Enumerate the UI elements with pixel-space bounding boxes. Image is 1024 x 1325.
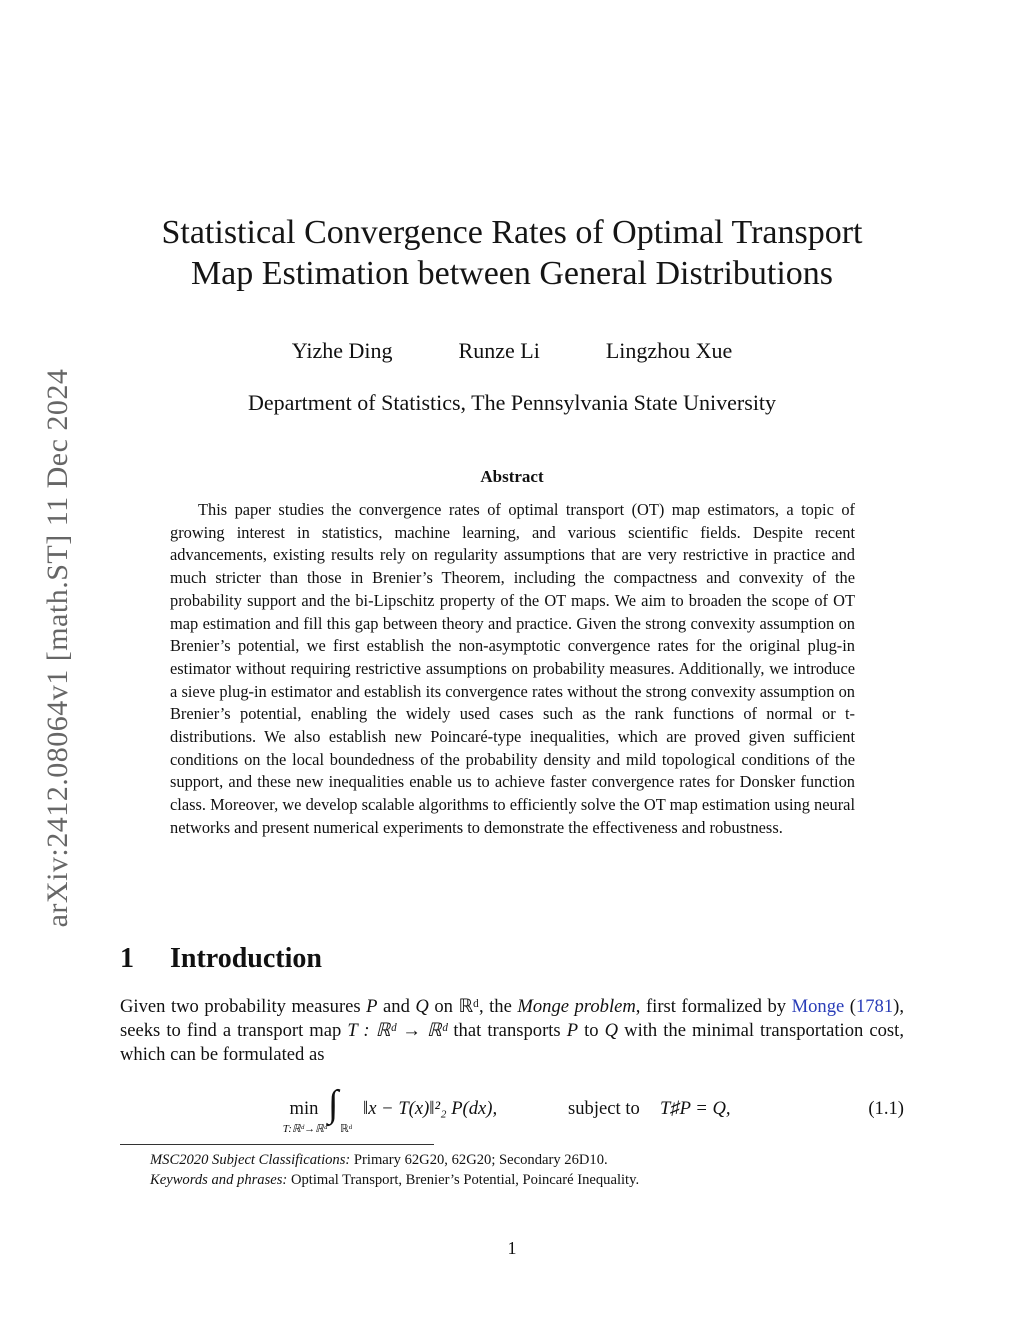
footnote-label: MSC2020 Subject Classifications:: [150, 1152, 351, 1168]
integral-symbol: ∫: [328, 1083, 339, 1125]
author-list: [0, 338, 1024, 364]
abstract-text: This paper studies the convergence rates of optimal transport (OT) map estimators, a topic of growing interest in statistics, machine learning, and various scientific fields. Despite recent advancements, existing results rely on regularity assumptions that are very restrictive in practice and much stricter than those in Brenier’s Theorem, including the compactness and convexity of the probability support and the bi-Lipschitz property of the OT maps. We aim to broaden the scope of OT map estimation and fill this gap between theory and practice. Given the strong convexity assumption on Brenier’s potential, we first establish the non-asymptotic convergence rates for the original plug-in estimator without requiring restrictive assumptions on probability measures. Additionally, we introduce a sieve plug-in estimator and establish its convergence rates without the strong convexity assumption on Brenier’s potential, enabling the widely used cases such as the rank functions of normal or t-distributions. We also establish new Poincaré-type inequalities, which are proved given sufficient conditions on the local boundedness of the probability density and mild topological conditions of the support, and these new inequalities enable us to achieve faster convergence rates for Donsker function class. Moreover, we develop scalable algorithms to efficiently solve the OT map estimation using neural networks and present numerical experiments to demonstrate the effectiveness and robustness.: [170, 500, 855, 837]
equation-number: (1.1): [868, 1098, 904, 1119]
math-symbol: Q: [415, 996, 429, 1017]
equation-min-operator: min: [289, 1098, 319, 1119]
math-symbol: P: [566, 1020, 579, 1041]
affiliation: Department of Statistics, The Pennsylvania State University: [247, 390, 777, 415]
integral-subscript: ℝᵈ: [340, 1123, 353, 1135]
equation-subject-to: subject to: [568, 1098, 640, 1119]
author-name: Yizhe Ding: [291, 338, 393, 363]
section-number: 1: [120, 943, 134, 974]
equation-integrand: ‖x − T(x)‖²₂ P(dx),: [363, 1098, 498, 1119]
intro-text: with the minimal transportation cost, which can be formulated as: [120, 1020, 904, 1065]
intro-text: to: [578, 1020, 605, 1041]
section-title: Introduction: [170, 943, 322, 974]
equation-constraint: T♯P = Q,: [660, 1098, 731, 1119]
intro-text: Given two probability measures: [120, 996, 367, 1017]
footnote-divider: [120, 1144, 434, 1145]
intro-text: and: [377, 996, 416, 1017]
intro-text: (: [844, 996, 856, 1017]
footnote-value: Optimal Transport, Brenier’s Potential, Poincaré Inequality.: [287, 1172, 640, 1188]
equation-1-1: [120, 1083, 904, 1138]
footnote-msc: [150, 1150, 639, 1170]
equation-min-subscript: T:ℝᵈ→ℝᵈ: [282, 1123, 328, 1135]
introduction-paragraph: [120, 995, 904, 1067]
intro-text: , the: [478, 996, 518, 1017]
footnote-keywords: [150, 1170, 639, 1190]
intro-text: on: [428, 996, 459, 1017]
math-expression: T : ℝᵈ → ℝᵈ: [347, 1020, 448, 1041]
author-name: Runze Li: [458, 338, 540, 363]
emphasized-term: Monge problem: [517, 996, 636, 1017]
intro-text: , first formalized by: [635, 996, 792, 1017]
intro-text: , seeks to find a transport map: [120, 996, 904, 1041]
paper-title: [0, 212, 1024, 294]
footnotes: [150, 1150, 639, 1190]
intro-text: that transports: [447, 1020, 567, 1041]
title-line-2: Map Estimation between General Distributions: [190, 255, 834, 292]
section-heading: [120, 943, 322, 975]
author-name: Lingzhou Xue: [605, 338, 733, 363]
math-symbol: ℝᵈ: [458, 996, 479, 1017]
title-line-1: Statistical Convergence Rates of Optimal Transport: [161, 214, 863, 251]
page-number: 1: [507, 1238, 517, 1258]
citation-year-link[interactable]: 1781: [855, 996, 894, 1017]
math-symbol: Q: [604, 1020, 619, 1041]
arxiv-identifier-stamp: arXiv:2412.08064v1 [math.ST] 11 Dec 2024: [41, 368, 74, 928]
math-symbol: P: [366, 996, 378, 1017]
footnote-value: Primary 62G20, 62G20; Secondary 26D10.: [350, 1152, 608, 1168]
abstract-heading: Abstract: [480, 467, 544, 486]
footnote-label: Keywords and phrases:: [150, 1172, 288, 1188]
citation-link[interactable]: Monge: [791, 996, 845, 1017]
intro-text: ): [893, 996, 900, 1017]
